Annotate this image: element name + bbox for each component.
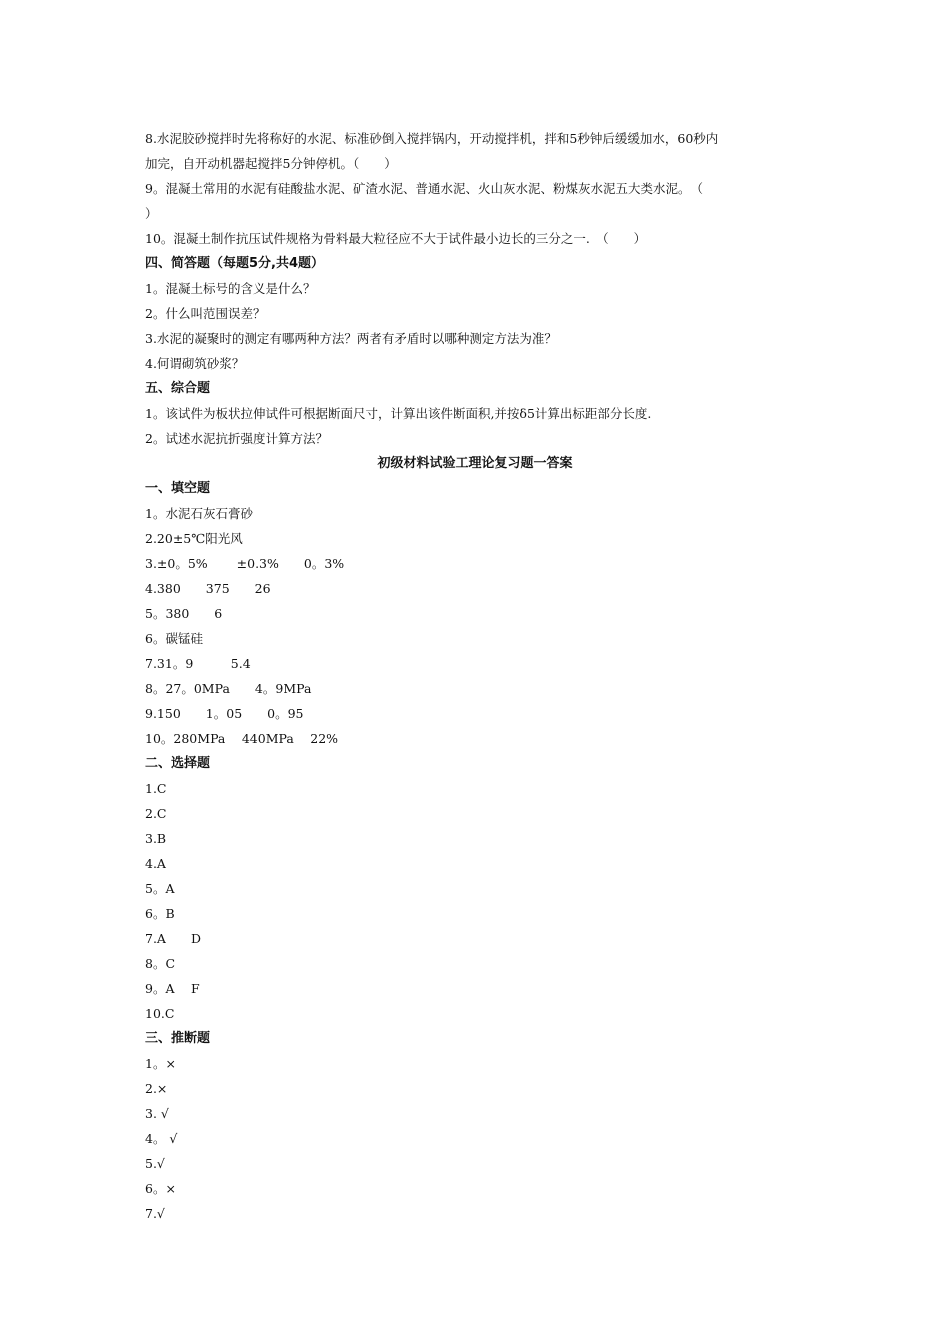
answer-item: 3.±0。5% ±0.3% 0。3% bbox=[145, 556, 345, 571]
answer-item: 4。 √ bbox=[145, 1131, 178, 1146]
section4-heading: 四、简答题（每题5分,共4题） bbox=[145, 256, 325, 271]
answer-item: 7.A D bbox=[145, 931, 201, 946]
judgement-q10: 10。混凝土制作抗压试件规格为骨料最大粒径应不大于试件最小边长的三分之一. （ ） bbox=[145, 231, 647, 246]
answer-item: 8。C bbox=[145, 956, 176, 971]
section5-item: 1。该试件为板状拉伸试件可根据断面尺寸，计算出该件断面积,并按δ5计算出标距部分长度. bbox=[145, 406, 652, 421]
answer-item: 6。碳锰硅 bbox=[145, 631, 203, 646]
section5-item: 2。试述水泥抗折强度计算方法？ bbox=[145, 431, 328, 446]
answer-item: 2.× bbox=[145, 1081, 168, 1096]
answer-item: 4.A bbox=[145, 856, 166, 871]
answer-item: 6。B bbox=[145, 906, 175, 921]
judgement-q8-line2: 加完，自开动机器起搅拌5分钟停机。（ ） bbox=[145, 156, 397, 171]
answer-item: 7.√ bbox=[145, 1206, 165, 1221]
answer-item: 2.20±5℃阳光风 bbox=[145, 531, 243, 546]
answer-item: 4.380 375 26 bbox=[145, 581, 271, 596]
answer-item: 8。27。0MPa 4。9MPa bbox=[145, 681, 312, 696]
answer-item: 9。A F bbox=[145, 981, 200, 996]
answer-item: 1。× bbox=[145, 1056, 176, 1071]
answer-item: 5.√ bbox=[145, 1156, 165, 1171]
answers-section1-heading: 一、填空题 bbox=[145, 481, 211, 496]
answer-item: 3. √ bbox=[145, 1106, 169, 1121]
answer-item: 5。380 6 bbox=[145, 606, 223, 621]
section5-heading: 五、综合题 bbox=[145, 381, 211, 396]
answer-item: 10。280MPa 440MPa 22% bbox=[145, 731, 339, 746]
answer-item: 9.150 1。05 0。95 bbox=[145, 706, 304, 721]
answer-item: 1。水泥石灰石膏砂 bbox=[145, 506, 253, 521]
answer-item: 7.31。9 5.4 bbox=[145, 656, 251, 671]
answer-item: 5。A bbox=[145, 881, 175, 896]
judgement-q9-line2: ） bbox=[145, 206, 158, 221]
section4-item: 3.水泥的凝聚时的测定有哪两种方法？两者有矛盾时以哪种测定方法为准？ bbox=[145, 331, 557, 346]
answers-section2-heading: 二、选择题 bbox=[145, 756, 211, 771]
answer-item: 10.C bbox=[145, 1006, 175, 1021]
answers-section3-heading: 三、推断题 bbox=[145, 1031, 211, 1046]
answer-item: 6。× bbox=[145, 1181, 176, 1196]
section4-item: 1。混凝土标号的含义是什么？ bbox=[145, 281, 316, 296]
answer-item: 2.C bbox=[145, 806, 167, 821]
answer-item: 1.C bbox=[145, 781, 167, 796]
answers-title: 初级材料试验工理论复习题一答案 bbox=[377, 456, 573, 471]
judgement-q9-line1: 9。混凝土常用的水泥有硅酸盐水泥、矿渣水泥、普通水泥、火山灰水泥、粉煤灰水泥五大类水泥。 （ bbox=[145, 181, 703, 196]
section4-item: 2。什么叫范围误差？ bbox=[145, 306, 266, 321]
section4-item: 4.何谓砌筑砂浆？ bbox=[145, 356, 245, 371]
judgement-q8-line1: 8.水泥胶砂搅拌时先将称好的水泥、标准砂倒入搅拌锅内，开动搅拌机，拌和5秒钟后缓缓加水，60秒内 bbox=[145, 131, 719, 146]
answer-item: 3.B bbox=[145, 831, 167, 846]
document-content bbox=[145, 126, 805, 1226]
